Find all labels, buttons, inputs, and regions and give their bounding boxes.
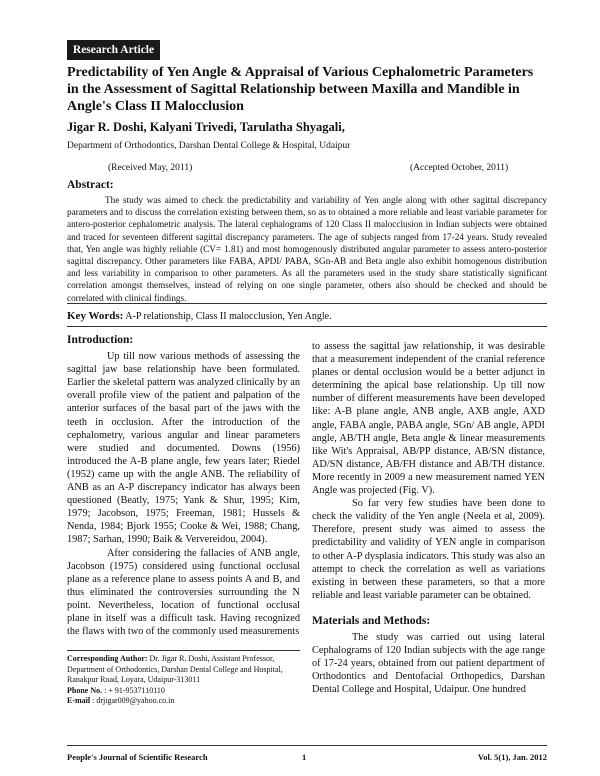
keywords-text: A-P relationship, Class II malocclusion, Yen Angle. — [125, 311, 332, 322]
methods-paragraph-1: The study was carried out using lateral Cephalograms of 120 Indian subjects with the age range of 17-24 years, obtained from out patient department of Orthodontics and Dentofacial Orthopedics, Darshan Dental College and Hospital, Udaipur. One hundred — [312, 631, 545, 696]
corresponding-author-text: Dr. Jigar R. Doshi, Assistant Professor, Department of Orthodontics, Darshan Dental College and Hospital, Ranakpur Road, Loyara, Udaipur-313011 — [67, 654, 283, 684]
corresponding-author-footnote — [67, 654, 300, 707]
footnote-divider — [67, 650, 300, 651]
abstract-text: The study was aimed to check the predictability and variability of Yen angle along with other sagittal discrepancy parameters and to discuss the correlation existing between them, so as to obtained a more reliable and least variable parameter for antero-posterior cephalometric analysis. The lateral cephalograms of 120 Class II malocclusion in Indian subjects were obtained and traced for seventeen different sagittal discrepancy parameters. The age of subjects ranged from 17-24 years. Study revealed that, Yen angle was highly reliable (CV= 1.81) and most homogenously distributed angular parameter to assess antero-posterior sagittal discrepancy. Other parameters like FABA, APDI/ PABA, SGn-AB and Beta angle also exhibit homogenous distribution and less variability in comparison to other parameters. As all the parameters used in the study share statistically significant correlation amongst themselves, instead of relying on one single parameter, others also should be checked and should be correlated with clinical findings. — [67, 195, 547, 303]
received-date: (Received May, 2011) — [108, 163, 193, 173]
divider-top — [67, 303, 547, 304]
intro-paragraph-4: So far very few studies have been done to check the validity of the Yen angle (Neela et al, 2009). Therefore, present study was aimed to assess the predictability and validity of YEN angle in comparison to other A-P dysplasia indicators. This study was also an attempt to check the correlation as well as variations existing in between these parameters, so that a more reliable and least variable parameter can be obtained. — [312, 498, 545, 601]
methods-heading: Materials and Methods: — [312, 614, 431, 627]
phone-number: : + 91-9537110110 — [104, 685, 165, 695]
footer-page-number: 1 — [302, 752, 307, 762]
abstract-heading: Abstract: — [67, 179, 114, 191]
article-title: Predictability of Yen Angle & Appraisal of Various Cephalometric Parameters in the Assessment of Sagittal Relationship between Maxilla and Mandible in Angle's Class II Malocclusion — [67, 65, 534, 114]
keywords — [67, 310, 332, 322]
authors: Jigar R. Doshi, Kalyani Trivedi, Tarulatha Shyagali, — [67, 120, 345, 134]
footer-journal: People's Journal of Scientific Research — [67, 752, 208, 762]
corresponding-author-label: Corresponding Author: — [67, 654, 148, 663]
email-label: E-mail — [67, 696, 91, 705]
intro-paragraph-3: to assess the sagittal jaw relationship, it was desirable that a measurement independent of the cranial reference planes or dental occlusion would be a better adjunct in determining the apical base relationship. Up till now number of different measurements have been developed like: A-B plane angle, ANB angle, AXB angle, AXD angle, FABA angle, PABA angle, SGn/ AB angle, APDI angle, AB/TH angle, Beta angle & linear measurements like Wit's Appraisal, AB/PP distance, AB/SN distance, AD/SN distance, AB/FH distance and AB/TH distance. More recently in 2009 a new measurement named YEN Angle was projected (Fig. V). — [312, 341, 545, 497]
intro-paragraph-1: Up till now various methods of assessing the sagittal jaw base relationship have been formulated. Earlier the skeletal pattern was analyzed clinically by an overall profile view of the patient and palpation of the anterior surfaces of the basal part of the jaws with the teeth in occlusion. After the introduction of the cephalometry, various angular and linear parameters were studied and documented. Downs (1956) introduced the A-B plane angle, few years later; Riedel (1952) came up with the angle ANB. The reliability of ANB as an A-P discrepancy indicator has always been questioned (Beatly, 1975; Yank & Shur, 1995; Kim, 1979; Jacobson, 1975; Freeman, 1981; Hussels & Nenda, 1984; Bjork 1955; Cooke & Wei, 1988; Chang, 1987; Sarhan, 1990; Baik & Ververeidou, 2004). — [67, 351, 300, 546]
divider-keywords — [67, 326, 547, 327]
phone-label: Phone No. — [67, 685, 103, 695]
introduction-heading: Introduction: — [67, 334, 134, 346]
right-column — [312, 340, 545, 696]
keywords-label: Key Words: — [67, 310, 124, 322]
intro-paragraph-2: After considering the fallacies of ANB angle, Jacobson (1975) considered using functional occlusal plane as a reference plane to assess points A and B, and thus eliminated the controversies surrounding the N point. Nevertheless, location of functional occlusal plane in itself was a difficult task. Having recognized the flaws with two of the commonly used measurements — [67, 547, 300, 638]
footer-volume: Vol. 5(1), Jan. 2012 — [477, 752, 547, 762]
left-column — [67, 334, 300, 638]
footer-divider — [67, 745, 547, 746]
affiliation: Department of Orthodontics, Darshan Dental College & Hospital, Udaipur — [67, 141, 351, 151]
accepted-date: (Accepted October, 2011) — [410, 163, 509, 173]
email-address[interactable]: : drjigar009@yahoo.co.in — [92, 696, 175, 705]
article-type-badge: Research Article — [67, 40, 160, 60]
